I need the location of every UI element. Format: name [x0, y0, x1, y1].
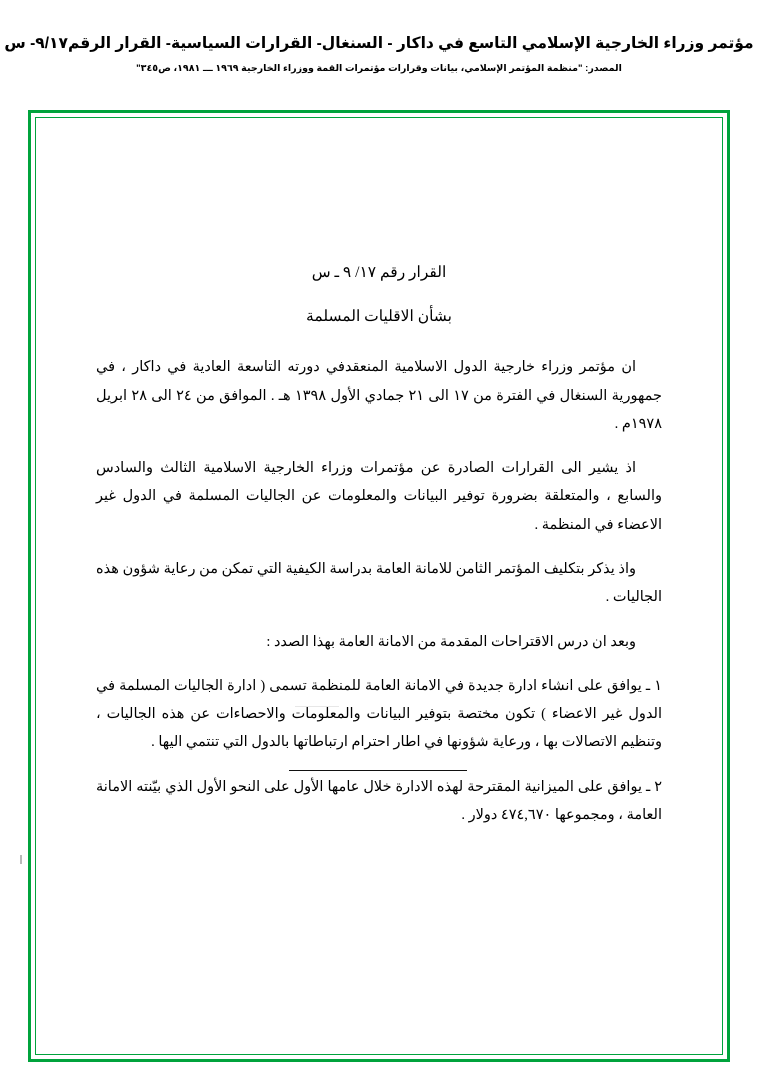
document-body	[96, 262, 662, 845]
scan-speck	[20, 855, 22, 864]
resolution-item-2: ٢ ـ يوافق على الميزانية المقترحة لهذه الادارة خلال عامها الأول على النحو الأول الذي بيّنته الامانة العامة ، ومجموعها ٤٧٤,٦٧٠ دولار .	[96, 778, 662, 823]
resolution-subject: بشأن الاقليات المسلمة	[306, 307, 452, 325]
paragraph-preamble-1: ان مؤتمر وزراء خارجية الدول الاسلامية المنعقدفي دورته التاسعة العادية في داكار ، في جمهورية السنغال في الفترة من ١٧ الى ٢١ جمادي الأول ١٣٩٨ هـ . الموافق من ٢٤ الى ٢٨ ابريل ١٩٧٨م .	[96, 359, 662, 432]
header-title: مؤتمر وزراء الخارجية الإسلامي التاسع في داكار - السنغال- القرارات السياسية- القرار الرقم٩/١٧- س	[4, 35, 754, 52]
header-source: المصدر: "منظمة المؤتمر الإسلامي، بيانات وقرارات مؤتمرات القمة ووزراء الخارجية ١٩٦٩ ـــ ١٩٨١، ص٣٤٥"	[136, 63, 622, 75]
scan-speck	[295, 706, 339, 707]
paragraph-preamble-2: اذ يشير الى القرارات الصادرة عن مؤتمرات وزراء الخارجية الاسلامية الثالث والسادس والسابع ، والمتعلقة بضرورة توفير البيانات والمعلومات عن الجاليات المسلمة في الدول غير الاعضاء في المنظمة .	[96, 460, 662, 533]
bottom-divider	[289, 770, 467, 771]
paragraph-preamble-4: وبعد ان درس الاقتراحات المقدمة من الامانة العامة بهذا الصدد :	[266, 633, 636, 650]
resolution-item-1: ١ ـ يوافق على انشاء ادارة جديدة في الامانة العامة للمنظمة تسمى ( ادارة الجاليات المسلمة في الدول غير الاعضاء ) تكون مختصة بتوفير البيانات والمعلومات والاحصاءات عن هذه الجاليات ، وتنظيم الاتصالات بها ، ورعاية شؤونها في اطار احترام ارتباطاتها بالدول التي تنتمي اليها .	[96, 677, 662, 751]
paragraph-preamble-3: واذ يذكر بتكليف المؤتمر الثامن للامانة العامة بدراسة الكيفية التي تمكن من رعاية شؤون هذه الجاليات .	[96, 560, 662, 606]
page-header	[0, 34, 758, 74]
resolution-number: القرار رقم ١٧/ ٩ ـ س	[311, 264, 447, 281]
